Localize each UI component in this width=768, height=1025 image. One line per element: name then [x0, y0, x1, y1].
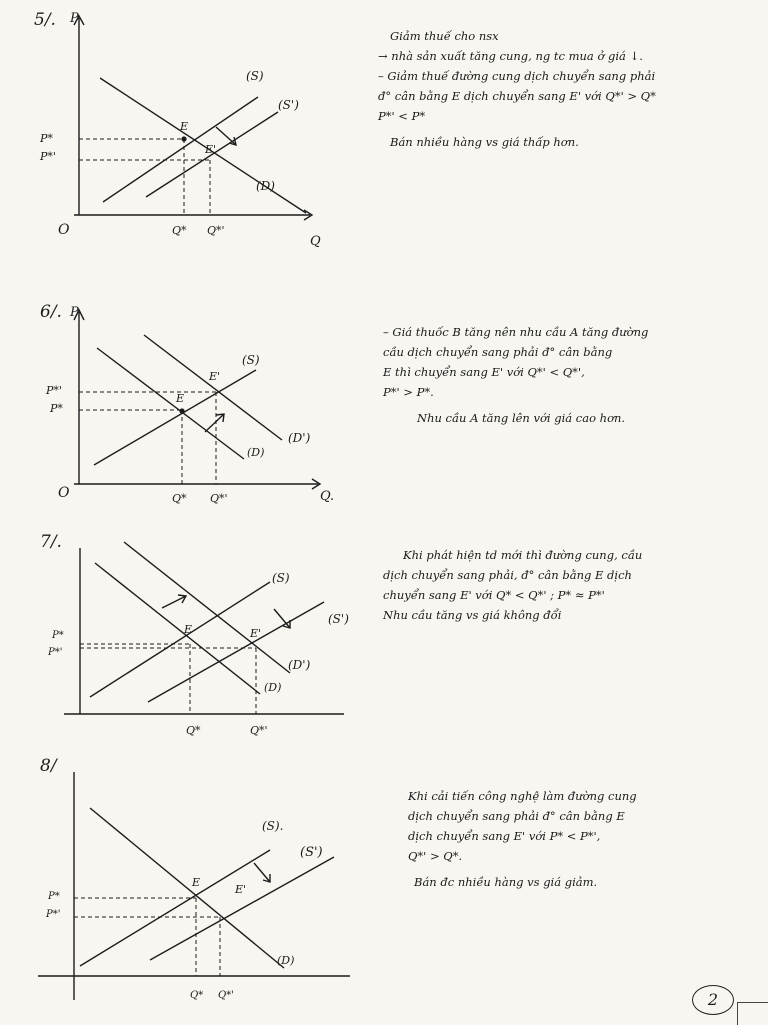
note-line: cầu dịch chuyển sang phải đ° cân bằng — [383, 345, 613, 359]
graph-6-tick-q-star: Q* — [172, 492, 187, 505]
graph-5-axis-x: Q — [310, 234, 321, 249]
graph-7-curve-d-prime: (D') — [288, 658, 311, 672]
graph-6-point-e-prime-label: E' — [209, 370, 221, 383]
note-line: – Giảm thuế đường cung dịch chuyển sang phải — [378, 69, 656, 83]
graph-8-point-e-prime-label: E' — [235, 883, 247, 896]
graph-6-axis-x: Q. — [320, 489, 335, 504]
graph-6-curve-d-prime: (D') — [288, 431, 311, 445]
graph-5-tick-q-star: Q* — [172, 224, 187, 237]
note-line: dịch chuyển sang E' với P* < P*', — [408, 829, 601, 843]
section-7-number: 7/. — [40, 532, 62, 552]
graph-6-tick-q-star-prime: Q*' — [210, 492, 228, 505]
graph-8-tick-q-star: Q* — [190, 990, 204, 1001]
note-line: – Giá thuốc B tăng nên nhu cầu A tăng đường — [383, 325, 649, 339]
graph-8-tick-p-star: P* — [48, 891, 60, 902]
section-8-number: 8/ — [40, 756, 57, 776]
graph-7-tick-q-star-prime: Q*' — [250, 724, 268, 737]
graph-7-tick-q-star: Q* — [186, 724, 201, 737]
note-line: dịch chuyển sang phải, đ° cân bằng E dịch — [383, 568, 632, 582]
note-line: Q*' > Q*. — [408, 849, 463, 863]
graph-6-curve-s: (S) — [242, 353, 260, 367]
note-line: dịch chuyển sang phải đ° cân bằng E — [408, 809, 625, 823]
page-number: 2 — [692, 985, 734, 1015]
note-line: Khi cải tiến công nghệ làm đường cung — [408, 789, 637, 803]
graph-7-point-e-prime-label: E' — [250, 627, 262, 640]
graph-7-curve-s-prime: (S') — [328, 612, 349, 626]
graph-7-tick-p-star-prime: P*' — [48, 647, 63, 658]
note-line: Giảm thuế cho nsx — [390, 29, 499, 43]
graph-7-tick-p-star: P* — [52, 630, 64, 641]
graph-5-curve-s-prime: (S') — [278, 98, 299, 112]
graph-7-curve-d: (D) — [264, 681, 282, 694]
graph-5-axis-y: P — [70, 11, 79, 26]
graph-8-curve-d: (D) — [277, 954, 295, 967]
graph-8-tick-q-star-prime: Q*' — [218, 990, 234, 1001]
graph-5-curve-d: (D) — [256, 179, 275, 193]
graph-8-supply-shifted — [150, 857, 334, 960]
graph-8-curve-s-prime: (S') — [300, 845, 323, 860]
graph-7-point-e-label: E — [184, 623, 193, 636]
note-line: chuyển sang E' với Q* < Q*' ; P* ≈ P*' — [383, 588, 605, 602]
graph-6-tick-p-star: P* — [50, 402, 63, 415]
graph-8-demand — [90, 808, 284, 968]
note-line: Bán nhiều hàng vs giá thấp hơn. — [390, 135, 579, 149]
graph-8-tick-p-star-prime: P*' — [46, 909, 61, 920]
graph-8-curve-s: (S). — [262, 819, 284, 833]
note-line: P*' < P* — [378, 109, 426, 123]
graph-7-curve-s: (S) — [272, 571, 290, 585]
graph-5-origin: O — [58, 222, 70, 238]
graph-5-point-e-label: E — [180, 120, 189, 133]
page-corner-edge — [737, 1002, 768, 1025]
note-line: P*' > P*. — [383, 385, 434, 399]
graph-5-point-e-prime-label: E' — [205, 143, 217, 156]
graph-6-origin: O — [58, 485, 70, 501]
note-line: Nhu cầu A tăng lên với giá cao hơn. — [417, 411, 626, 425]
graph-6-tick-p-star-prime: P*' — [46, 384, 62, 397]
note-line: → nhà sản xuất tăng cung, ng tc mua ở giá ↓. — [378, 49, 643, 63]
section-8-notes — [408, 786, 768, 892]
section-6-number: 6/. — [40, 302, 62, 322]
note-line: đ° cân bằng E dịch chuyển sang E' với Q*' > Q* — [378, 89, 656, 103]
graph-5-tick-p-star-prime: P*' — [40, 150, 56, 163]
section-5-number: 5/. — [34, 10, 56, 30]
note-line: Khi phát hiện td mới thì đường cung, cầu — [403, 548, 643, 562]
graph-6-axis-y: P — [70, 305, 79, 320]
graph-6-point-e-label: E — [176, 392, 185, 405]
note-line: Nhu cầu tăng vs giá không đổi — [383, 608, 562, 622]
graph-5-curve-s: (S) — [246, 69, 264, 83]
graph-8-point-e-label: E — [192, 876, 201, 889]
note-line: E thì chuyển sang E' với Q*' < Q*', — [383, 365, 585, 379]
note-line: Bán đc nhiều hàng vs giá giảm. — [414, 875, 598, 889]
graph-6-curve-d: (D) — [247, 446, 265, 459]
graph-5-tick-p-star: P* — [40, 132, 53, 145]
graph-5-tick-q-star-prime: Q*' — [207, 224, 225, 237]
graph-8-shift-arrow — [254, 863, 270, 882]
